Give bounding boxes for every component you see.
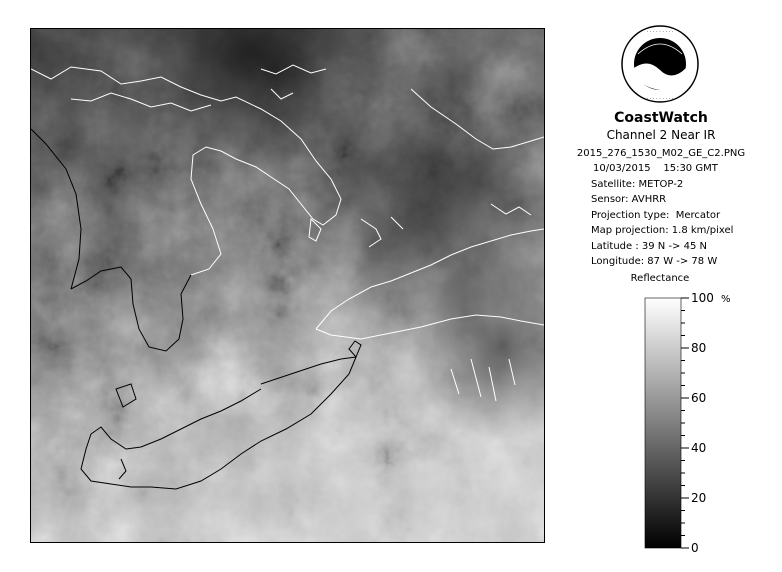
colorbar-tick-label: 0 [691, 541, 699, 555]
colorbar-gradient [645, 298, 681, 548]
projection-type-label: Projection type: Mercator [591, 209, 721, 221]
latitude-label: Latitude : 39 N -> 45 N [591, 240, 707, 252]
filename-label: 2015_276_1530_M02_GE_C2.PNG [576, 148, 746, 159]
legend-unit: % [721, 294, 731, 305]
legend-title: Reflectance [630, 273, 690, 284]
channel-label: Channel 2 Near IR [606, 128, 716, 142]
svg-text:· · · · · · · · ·: · · · · · · · · · [646, 96, 674, 102]
map-projection-label: Map projection: 1.8 km/pixel [591, 225, 734, 236]
colorbar-tick-label: 80 [691, 341, 707, 355]
product-title: CoastWatch [614, 110, 708, 126]
svg-text:· · · · · · · · ·: · · · · · · · · · [646, 29, 674, 35]
sensor-label: Sensor: AVHRR [591, 194, 667, 205]
colorbar-tick-label: 40 [691, 441, 707, 455]
satellite-label: Satellite: METOP-2 [591, 178, 684, 190]
reflectance-colorbar [645, 291, 731, 555]
noaa-logo [620, 24, 700, 104]
colorbar-tick-label: 20 [691, 491, 707, 505]
longitude-label: Longitude: 87 W -> 78 W [591, 256, 718, 267]
image-metadata [591, 161, 733, 270]
dark-region-se [31, 29, 544, 542]
datetime-label: 10/03/2015 15:30 GMT [593, 163, 718, 174]
colorbar-tick-label: 60 [691, 391, 707, 405]
colorbar-tick-label: 100 [691, 291, 714, 305]
satellite-image [30, 28, 545, 543]
